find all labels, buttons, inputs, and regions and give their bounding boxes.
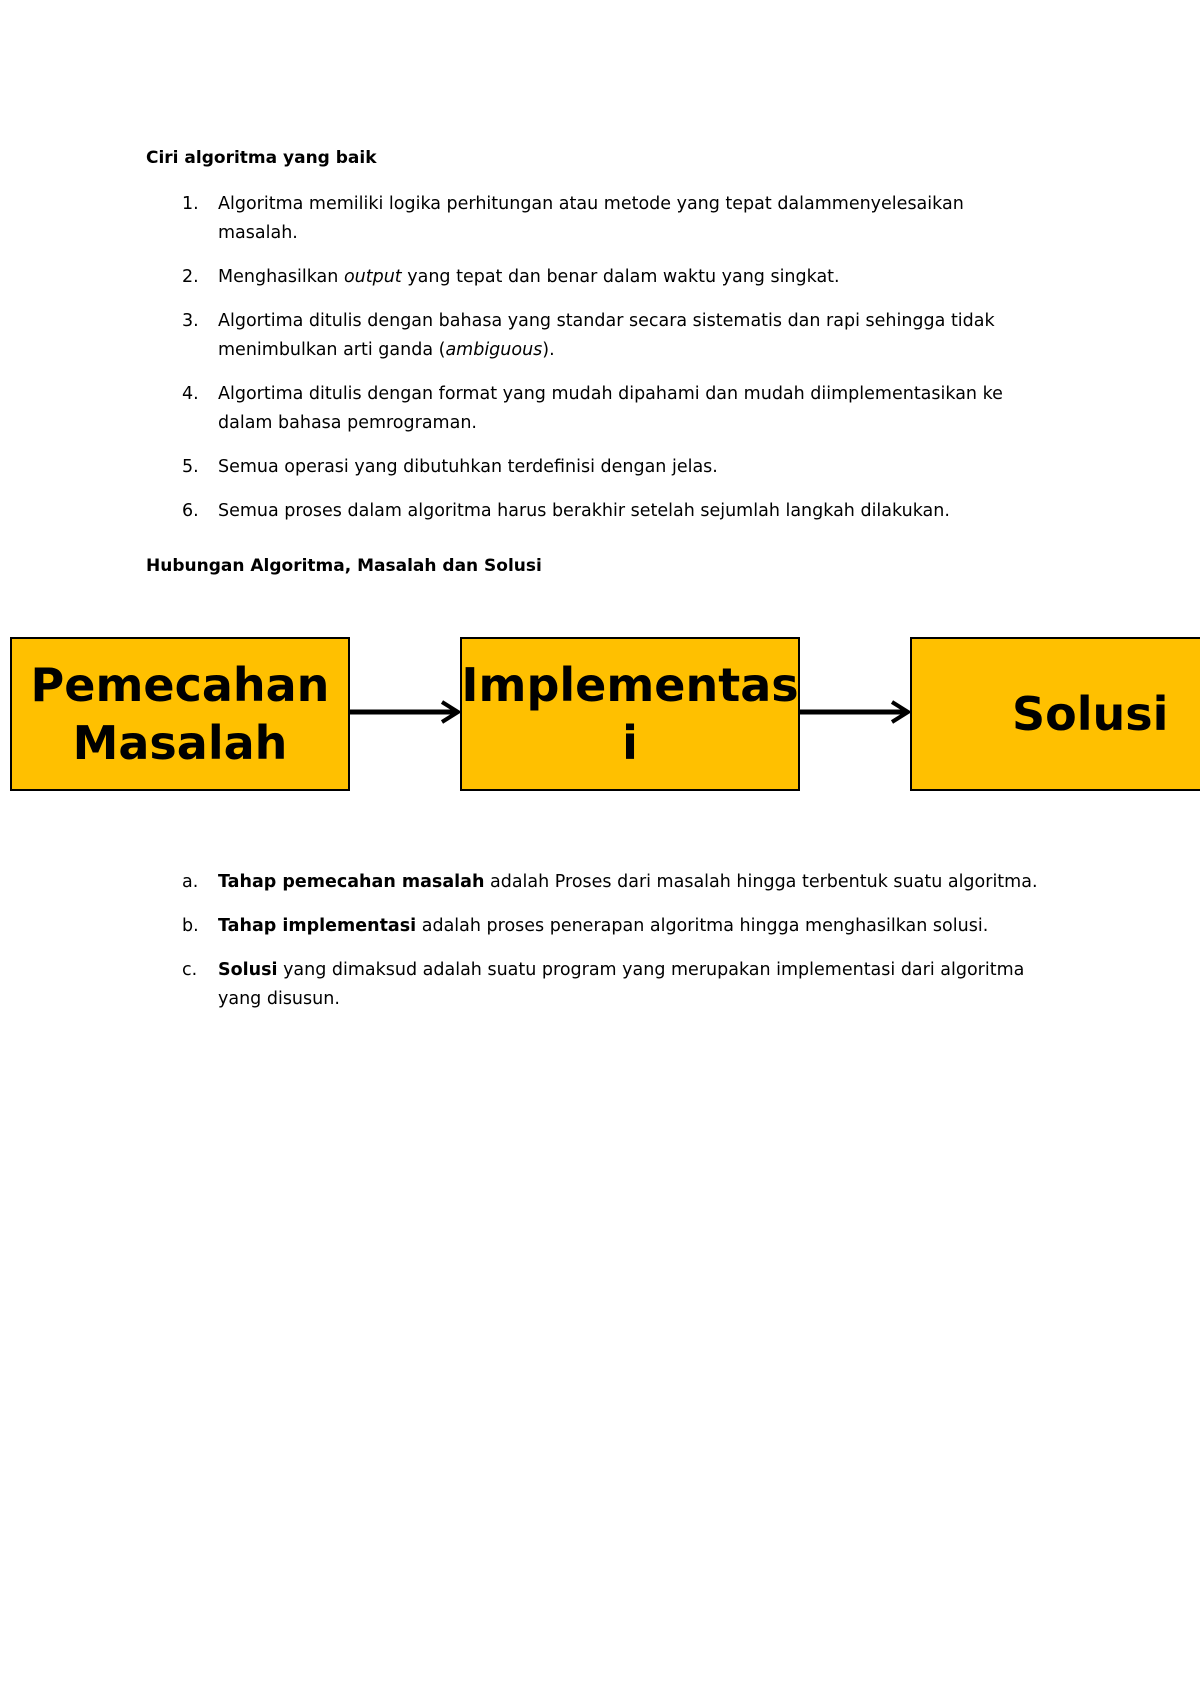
ciri-list [146,190,1046,541]
box-label-line2: i [622,716,638,770]
explanation-list [146,868,1046,1029]
box-label-line1: Pemecahan [30,658,330,712]
flow-diagram [0,630,1200,800]
list-number: 2. [182,267,199,287]
list-item-emphasis: ambiguous [445,340,543,360]
list-letter: a. [182,872,199,892]
list-number: 1. [182,194,199,214]
list-number: 4. [182,384,199,404]
list-item [146,307,1046,365]
list-item [146,380,1046,438]
list-item [146,956,1046,1014]
list-letter: c. [182,960,198,980]
list-item-bold: Tahap pemecahan masalah [218,872,485,892]
section-heading-ciri: Ciri algoritma yang baik [146,148,377,168]
list-item [146,497,1046,526]
list-item [146,263,1046,292]
arrow-right-icon [350,690,462,730]
list-number: 6. [182,501,199,521]
list-item-bold: Solusi [218,960,278,980]
list-item-text: Semua proses dalam algoritma harus berakhir setelah sejumlah langkah dilakukan. [218,501,950,521]
list-item-text: ). [542,340,555,360]
list-item [146,190,1046,248]
list-item [146,453,1046,482]
list-item-text: Algoritma memiliki logika perhitungan atau metode yang tepat dalammenyelesaikan masalah. [218,194,964,243]
box-pemecahan-masalah [10,637,350,791]
list-number: 3. [182,311,199,331]
list-item-text: Algortima ditulis dengan format yang mudah dipahami dan mudah diimplementasikan ke dalam bahasa pemrograman. [218,384,1003,433]
box-label-line2: Masalah [72,716,288,770]
box-implementasi [460,637,800,791]
list-number: 5. [182,457,199,477]
box-solusi [910,637,1200,791]
box-label-line1: Solusi [1012,687,1169,741]
list-item-text: yang tepat dan benar dalam waktu yang singkat. [401,267,840,287]
list-item-emphasis: output [343,267,402,287]
list-item [146,912,1046,941]
list-item-text: adalah proses penerapan algoritma hingga menghasilkan solusi. [416,916,989,936]
list-item-text: Menghasilkan [218,267,344,287]
list-letter: b. [182,916,199,936]
list-item-bold: Tahap implementasi [218,916,417,936]
list-item [146,868,1046,897]
list-item-text: yang dimaksud adalah suatu program yang merupakan implementasi dari algoritma yang disusun. [218,960,1025,1009]
list-item-text: Semua operasi yang dibutuhkan terdefinisi dengan jelas. [218,457,718,477]
section-heading-hubungan: Hubungan Algoritma, Masalah dan Solusi [146,556,542,576]
list-item-text: adalah Proses dari masalah hingga terbentuk suatu algoritma. [484,872,1038,892]
list-item-text: Algortima ditulis dengan bahasa yang standar secara sistematis dan rapi sehingga tidak menimbulkan arti ganda ( [218,311,995,360]
box-label-line1: Implementas [461,658,799,712]
arrow-right-icon [800,690,912,730]
